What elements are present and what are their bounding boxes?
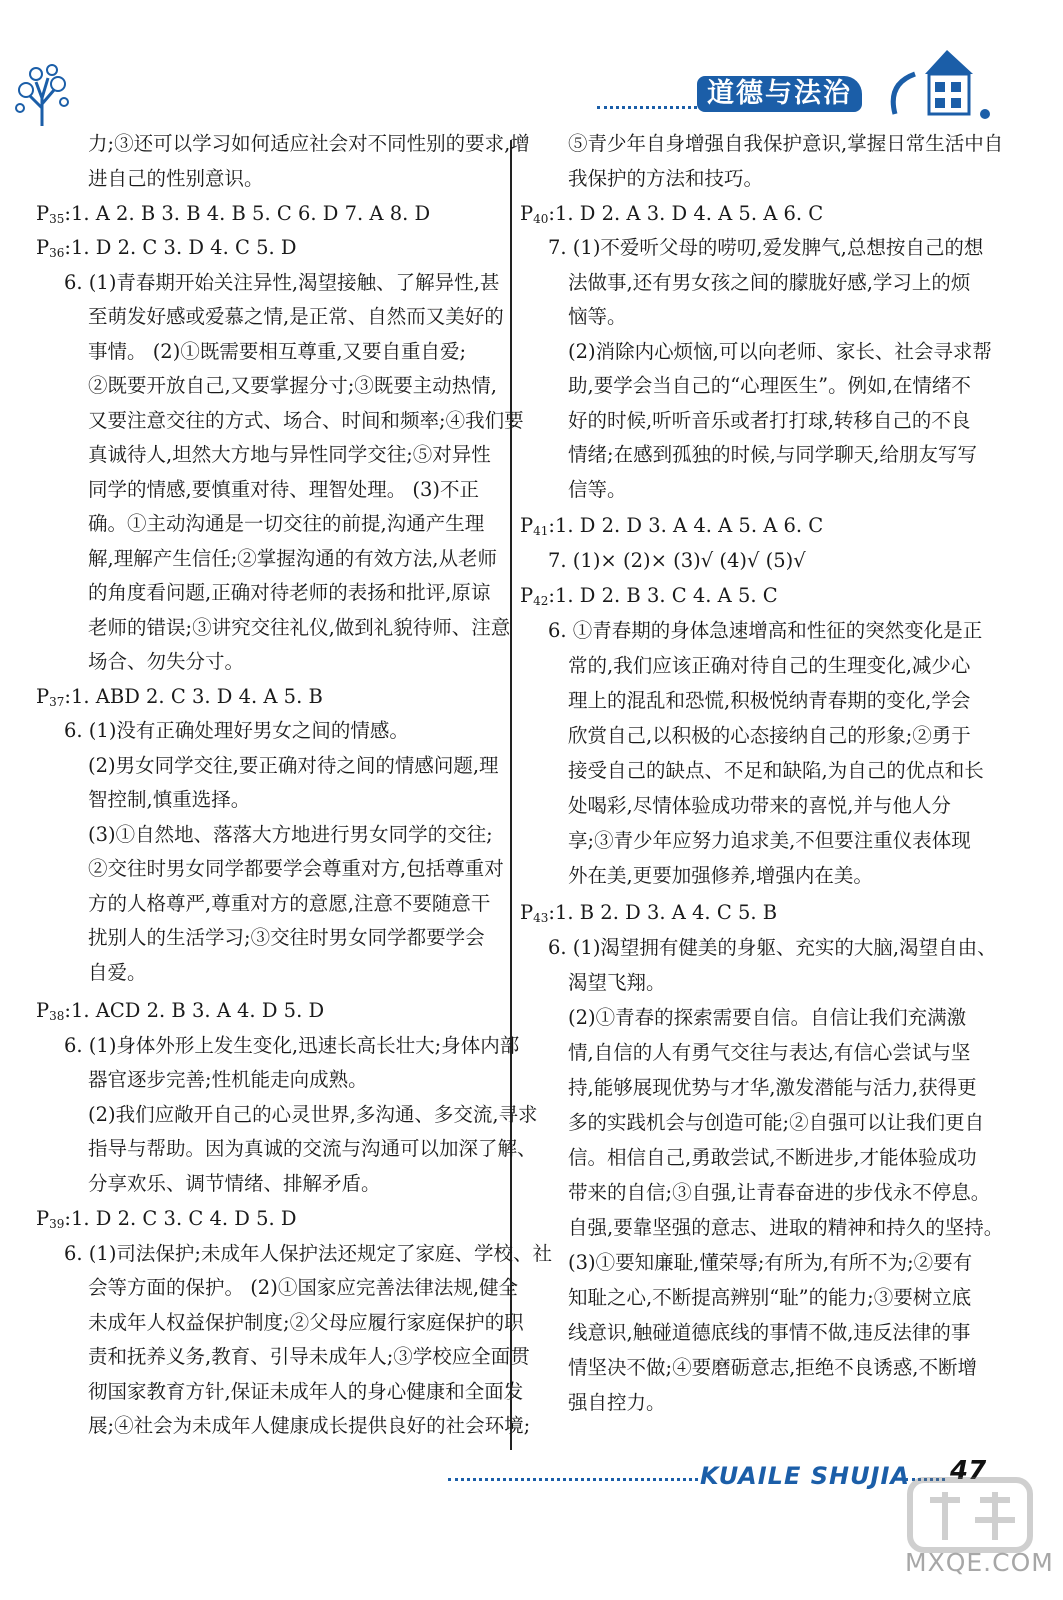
answer-line: 线意识,触碰道德底线的事情不做,违反法律的事 (568, 1321, 971, 1344)
answer-line: 助,要学会当自己的“心理医生”。例如,在情绪不 (568, 374, 971, 397)
answer-line: 法做事,还有男女孩之间的朦胧好感,学习上的烦 (568, 271, 971, 294)
page-ref-label: P (520, 901, 534, 924)
answer-line: 真诚待人,坦然大方地与异性同学交往;⑤对异性 (88, 443, 491, 466)
answer-line (520, 586, 778, 607)
answer-line: 至萌发好感或爱慕之情,是正常、自然而又美好的 (88, 305, 504, 328)
answer-line: ⑤青少年自身增强自我保护意识,掌握日常生活中自 (568, 132, 1004, 155)
answer-line: 情,自信的人有勇气交往与表达,有信心尝试与坚 (568, 1041, 971, 1064)
page-ref-number: 36 (49, 246, 65, 260)
answer-line: 展;④社会为未成年人健康成长提供良好的社会环境; (88, 1414, 531, 1437)
answer-line (520, 516, 823, 537)
answer-line: 情坚决不做;④要磨砺意志,拒绝不良诱惑,不断增 (568, 1356, 977, 1379)
answer-line: (2)消除内心烦恼,可以向老师、家长、社会寻求帮 (568, 340, 992, 363)
answer-line: 又要注意交往的方式、场合、时间和频率;④我们要 (88, 409, 524, 432)
answer-line: 7. (1)× (2)× (3)√ (4)√ (5)√ (548, 549, 806, 572)
answer-line: 事情。 (2)①既需要相互尊重,又要自重自爱; (88, 340, 467, 363)
answer-line: (2)①青春的探索需要自信。自信让我们充满激 (568, 1006, 967, 1029)
page-ref-number: 39 (49, 1217, 65, 1231)
answer-line: 强自控力。 (568, 1391, 666, 1414)
answer-line: 多的实践机会与创造可能;②自强可以让我们更自 (568, 1111, 985, 1134)
answer-line: (3)①自然地、落落大方地进行男女同学的交往; (88, 823, 493, 846)
answer-line (36, 238, 297, 259)
page-ref-number: 35 (49, 212, 65, 226)
footer-dotted-line (448, 1478, 698, 1481)
page-number: 47 (950, 1456, 987, 1486)
answer-keys: :1. D 2. C 3. C 4. D 5. D (64, 1207, 297, 1230)
answer-line: (2)男女同学交往,要正确对待之间的情感问题,理 (88, 754, 499, 777)
page-ref-number: 38 (49, 1009, 65, 1023)
page-ref-label: P (520, 514, 534, 537)
answer-line: 分享欢乐、调节情绪、排解矛盾。 (88, 1172, 381, 1195)
answer-line: 自爱。 (88, 961, 147, 984)
answer-line: ②交往时男女同学都要学会尊重对方,包括尊重对 (88, 857, 504, 880)
answer-line (36, 1001, 324, 1022)
page-ref-label: P (520, 584, 534, 607)
answer-line: 自强,要靠坚强的意志、进取的精神和持久的坚持。 (568, 1216, 1004, 1239)
answer-line: 恼等。 (568, 305, 627, 328)
answer-line: 享;③青少年应努力追求美,不但要注重仪表体现 (568, 829, 971, 852)
answer-line: 我保护的方法和技巧。 (568, 167, 764, 190)
page-ref-label: P (36, 685, 50, 708)
answer-line: 理上的混乱和恐慌,积极悦纳青春期的变化,学会 (568, 689, 971, 712)
answer-line: 6. (1)渴望拥有健美的身躯、充实的大脑,渴望自由、 (548, 936, 997, 959)
house-decoration-icon (885, 44, 995, 124)
page-ref-label: P (36, 202, 50, 225)
page-ref-number: 43 (533, 911, 549, 925)
answer-keys: :1. ACD 2. B 3. A 4. D 5. D (64, 999, 325, 1022)
subject-title: 道德与法治 (697, 76, 862, 112)
answer-line: (2)我们应敞开自己的心灵世界,多沟通、多交流,寻求 (88, 1103, 538, 1126)
header-dotted-line (597, 106, 697, 109)
answer-line: 持,能够展现优势与才华,激发潜能与活力,获得更 (568, 1076, 977, 1099)
answer-line: 信。相信自己,勇敢尝试,不断进步,才能体验成功 (568, 1146, 977, 1169)
answer-line: 外在美,更要加强修养,增强内在美。 (568, 864, 873, 887)
answer-line: 指导与帮助。因为真诚的交流与沟通可以加深了解、 (88, 1137, 537, 1160)
tree-decoration-icon (12, 58, 72, 128)
answer-line: 常的,我们应该正确对待自己的生理变化,减少心 (568, 654, 971, 677)
answer-line: 带来的自信;③自强,让青春奋进的步伐永不停息。 (568, 1181, 991, 1204)
page-ref-number: 37 (49, 695, 65, 709)
answer-line: 6. (1)青春期开始关注异性,渴望接触、了解异性,甚 (64, 271, 500, 294)
page-ref-number: 40 (533, 212, 549, 226)
answer-line: 同学的情感,要慎重对待、理智处理。 (3)不正 (88, 478, 480, 501)
answer-line: (3)①要知廉耻,懂荣辱;有所为,有所不为;②要有 (568, 1251, 973, 1274)
answer-line: 方的人格尊严,尊重对方的意愿,注意不要随意干 (88, 892, 491, 915)
answer-line: 接受自己的缺点、不足和缺陷,为自己的优点和长 (568, 759, 984, 782)
answer-line: 7. (1)不爱听父母的唠叨,爱发脾气,总想按自己的想 (548, 236, 984, 259)
answer-line: 未成年人权益保护制度;②父母应履行家庭保护的职 (88, 1311, 524, 1334)
answer-line: 信等。 (568, 478, 627, 501)
answer-line (520, 903, 777, 924)
answer-line: 的角度看问题,正确对待老师的表扬和批评,原谅 (88, 581, 491, 604)
page-header (0, 0, 1063, 130)
answer-line: 力;③还可以学习如何适应社会对不同性别的要求,增 (88, 132, 530, 155)
answer-keys: :1. A 2. B 3. B 4. B 5. C 6. D 7. A 8. D (64, 202, 431, 225)
answer-line: 场合、勿失分寸。 (88, 650, 245, 673)
answer-line (36, 687, 323, 708)
answer-keys: :1. D 2. C 3. D 4. C 5. D (64, 236, 297, 259)
footer-brand: KUAILE SHUJIA (700, 1462, 910, 1490)
answer-line: 欣赏自己,以积极的心态接纳自己的形象;②勇于 (568, 724, 971, 747)
answer-line: 情绪;在感到孤独的时候,与同学聊天,给朋友写写 (568, 443, 977, 466)
answer-line (36, 1209, 297, 1230)
answer-line: 解,理解产生信任;②掌握沟通的有效方法,从老师 (88, 547, 497, 570)
answer-line: 确。①主动沟通是一切交往的前提,沟通产生理 (88, 512, 485, 535)
answer-line (36, 204, 430, 225)
page-ref-number: 42 (533, 594, 549, 608)
page-ref-number: 41 (533, 524, 549, 538)
answer-line: 老师的错误;③讲究交往礼仪,做到礼貌待师、注意 (88, 616, 511, 639)
answer-line: 6. (1)司法保护;未成年人保护法还规定了家庭、学校、社 (64, 1242, 552, 1265)
answer-line: 会等方面的保护。 (2)①国家应完善法律法规,健全 (88, 1276, 519, 1299)
answer-keys: :1. D 2. B 3. C 4. A 5. C (548, 584, 778, 607)
answer-line: 渴望飞翔。 (568, 971, 666, 994)
watermark-text: MXQE.COM (905, 1548, 1054, 1577)
answer-keys: :1. D 2. A 3. D 4. A 5. A 6. C (548, 202, 824, 225)
answer-line: 知耻之心,不断提高辨别“耻”的能力;③要树立底 (568, 1286, 972, 1309)
answer-line: 6. ①青春期的身体急速增高和性征的突然变化是正 (548, 619, 983, 642)
answer-line: 6. (1)身体外形上发生变化,迅速长高长壮大;身体内部 (64, 1034, 520, 1057)
page-ref-label: P (36, 1207, 50, 1230)
answer-line: 处喝彩,尽情体验成功带来的喜悦,并与他人分 (568, 794, 951, 817)
answer-line: 进自己的性别意识。 (88, 167, 264, 190)
answer-line: 扰别人的生活学习;③交往时男女同学都要学会 (88, 926, 485, 949)
answer-line: 6. (1)没有正确处理好男女之间的情感。 (64, 719, 409, 742)
answer-line: 责和抚养义务,教育、引导未成年人;③学校应全面贯 (88, 1345, 530, 1368)
answer-line (520, 204, 823, 225)
page-ref-label: P (520, 202, 534, 225)
answer-keys: :1. D 2. D 3. A 4. A 5. A 6. C (548, 514, 824, 537)
answer-line: ②既要开放自己,又要掌握分寸;③既要主动热情, (88, 374, 497, 397)
answer-keys: :1. ABD 2. C 3. D 4. A 5. B (64, 685, 323, 708)
answer-line: 智控制,慎重选择。 (88, 788, 251, 811)
answer-line: 器官逐步完善;性机能走向成熟。 (88, 1068, 368, 1091)
page-ref-label: P (36, 236, 50, 259)
answer-line: 好的时候,听听音乐或者打打球,转移自己的不良 (568, 409, 971, 432)
answer-keys: :1. B 2. D 3. A 4. C 5. B (548, 901, 778, 924)
answer-line: 彻国家教育方针,保证未成年人的身心健康和全面发 (88, 1380, 524, 1403)
page-ref-label: P (36, 999, 50, 1022)
